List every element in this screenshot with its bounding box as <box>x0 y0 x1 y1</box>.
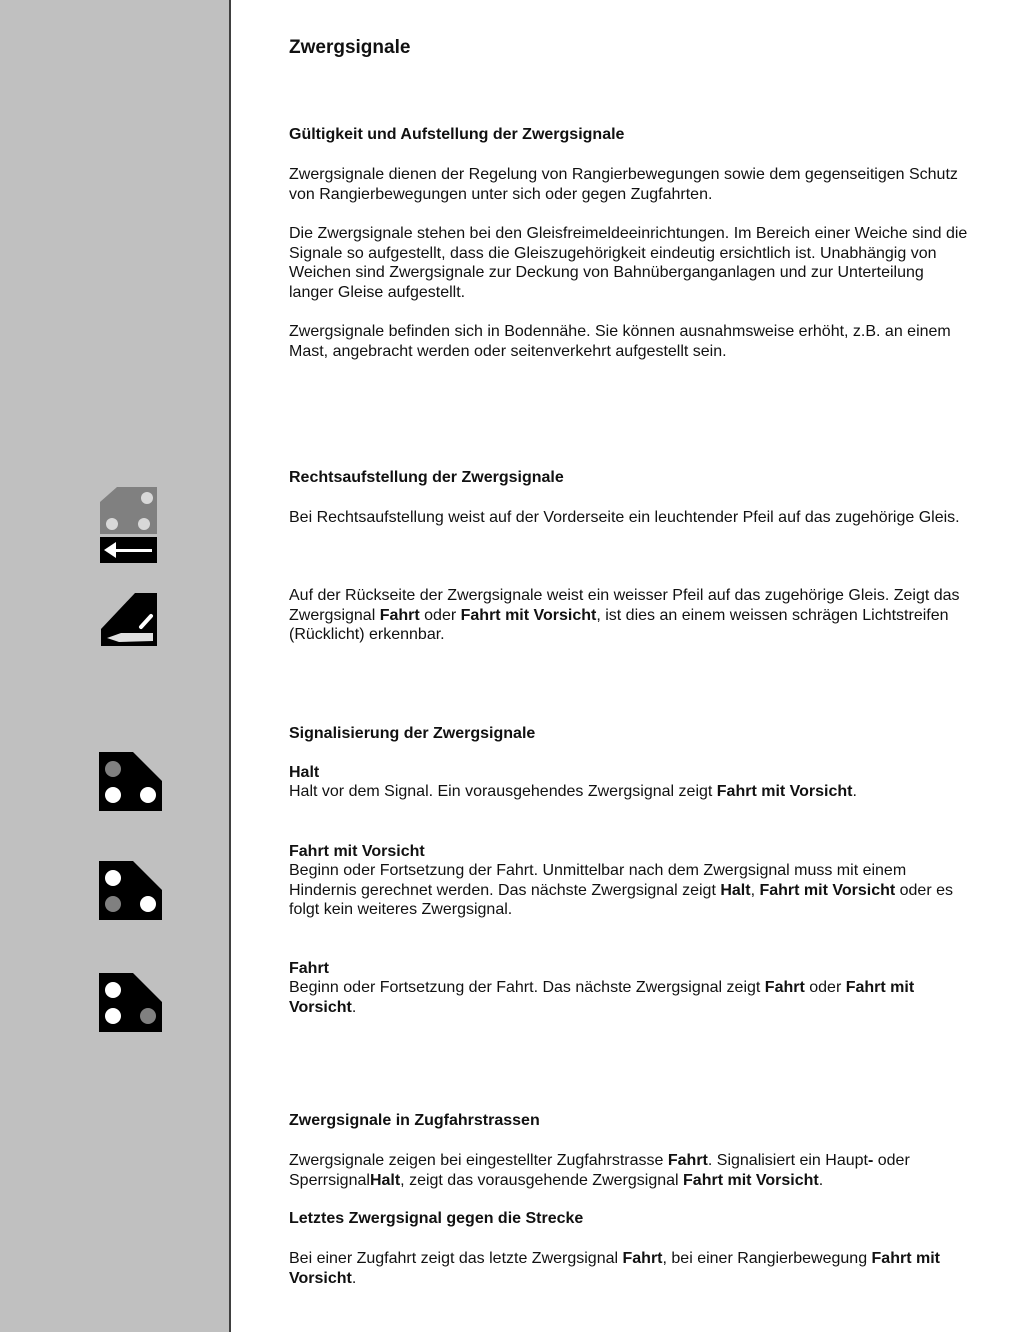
dwarf-signal-fahrt-icon <box>99 973 162 1032</box>
signal-title: Fahrt <box>289 960 329 977</box>
section-heading-rechtsaufstellung: Rechtsaufstellung der Zwergsignale <box>289 469 564 486</box>
signal-description: Halt vor dem Signal. Ein vorausgehendes Zwergsignal zeigt Fahrt mit Vorsicht. <box>289 783 857 800</box>
signal-title: Halt <box>289 764 320 781</box>
signal-fahrt-mit-vorsicht-entry <box>289 843 969 920</box>
paragraph: Bei Rechtsaufstellung weist auf der Vorderseite ein leuchtender Pfeil auf das zugehörige Gleis. <box>289 509 960 526</box>
dwarf-signal-fahrt-mit-vorsicht-icon <box>99 861 162 920</box>
section-heading-gueltigkeit: Gültigkeit und Aufstellung der Zwergsignale <box>289 126 625 143</box>
signal-fahrt-entry <box>289 960 969 1017</box>
dwarf-signal-front-arrow-icon <box>100 487 158 564</box>
paragraph: Zwergsignale zeigen bei eingestellter Zugfahrstrasse Fahrt. Signalisiert ein Haupt- oder SperrsignalHalt, zeigt das vorausgehende Zwergsignal Fahrt mit Vorsicht. <box>289 1152 910 1189</box>
sidebar <box>0 0 231 1332</box>
signal-description: Beginn oder Fortsetzung der Fahrt. Unmittelbar nach dem Zwergsignal muss mit einem Hindernis gerechnet werden. Das nächste Zwergsignal zeigt Halt, Fahrt mit Vorsicht oder es folgt kein weiteres Zwergsignal. <box>289 862 953 919</box>
paragraph: Bei einer Zugfahrt zeigt das letzte Zwergsignal Fahrt, bei einer Rangierbewegung Fahrt mit Vorsicht. <box>289 1250 940 1287</box>
signal-halt-entry <box>289 764 969 802</box>
paragraph: Auf der Rückseite der Zwergsignale weist ein weisser Pfeil auf das zugehörige Gleis. Zeigt das Zwergsignal Fahrt oder Fahrt mit Vorsicht, ist dies an einem weissen schrägen Lichtstreifen (Rücklicht) erkennbar. <box>289 587 960 644</box>
section-heading-signalisierung: Signalisierung der Zwergsignale <box>289 725 536 742</box>
paragraph: Zwergsignale dienen der Regelung von Rangierbewegungen sowie dem gegenseitigen Schutz von Rangierbewegungen unter sich oder gegen Zugfahrten. <box>289 166 958 203</box>
section-heading-letztes-zwergsignal: Letztes Zwergsignal gegen die Strecke <box>289 1210 584 1227</box>
section-heading-zugfahrstrassen: Zwergsignale in Zugfahrstrassen <box>289 1112 540 1129</box>
dwarf-signal-halt-icon <box>99 752 162 811</box>
dwarf-signal-back-icon <box>101 592 158 647</box>
paragraph: Zwergsignale befinden sich in Bodennähe. Sie können ausnahmsweise erhöht, z.B. an einem Mast, angebracht werden oder seitenverkehrt aufgestellt sein. <box>289 323 951 360</box>
signal-description: Beginn oder Fortsetzung der Fahrt. Das nächste Zwergsignal zeigt Fahrt oder Fahrt mit Vorsicht. <box>289 979 915 1016</box>
paragraph: Die Zwergsignale stehen bei den Gleisfreimeldeeinrichtungen. Im Bereich einer Weiche sind die Signale so aufgestellt, dass die Gleiszugehörigkeit eindeutig ersichtlich ist. Unabhängig von Weichen sind Zwergsignale zur Deckung von Bahnüberganganlagen und zur Unterteilung langer Gleise aufgestellt. <box>289 225 968 301</box>
page-title: Zwergsignale <box>289 37 411 58</box>
signal-title: Fahrt mit Vorsicht <box>289 843 425 860</box>
